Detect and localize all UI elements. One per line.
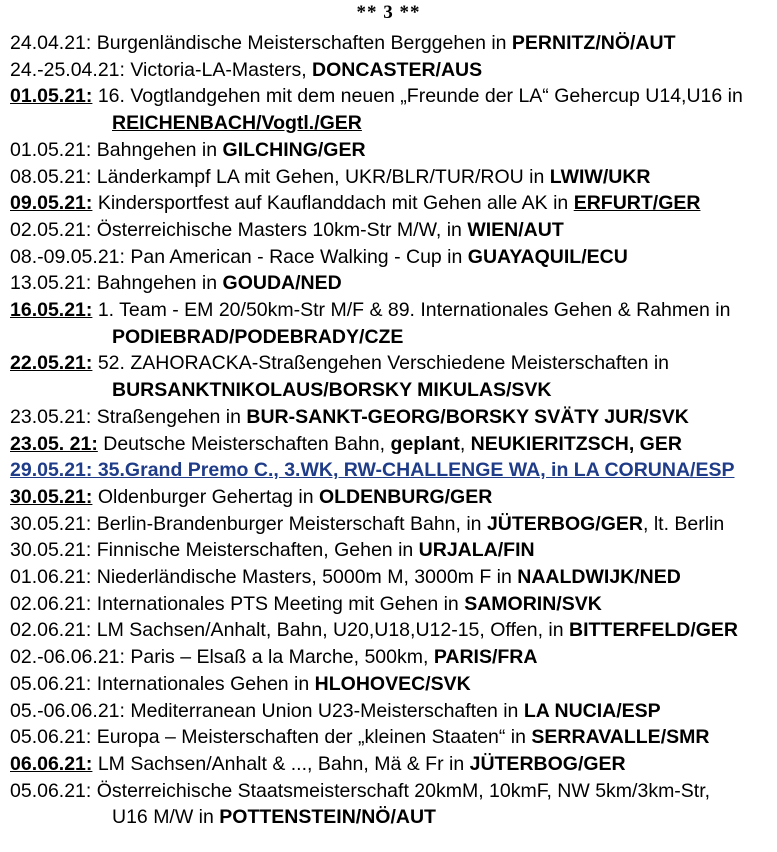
event-date-highlighted: 01.05.21: <box>10 85 93 108</box>
event-description: 35.Grand Premo C., 3.WK, RW-CHALLENGE WA, in LA CORUNA/ESP <box>92 459 735 482</box>
event-location: JÜTERBOG/GER <box>469 752 626 775</box>
event-location: PARIS/FRA <box>433 646 538 669</box>
event-location: PERNITZ/NÖ/AUT <box>511 32 676 54</box>
list-item <box>10 164 770 191</box>
event-location: NEUKIERITZSCH, GER <box>470 432 682 455</box>
list-item <box>10 137 770 164</box>
list-item <box>10 564 770 591</box>
event-description: Mediterranean Union U23-Meisterschaften in <box>124 699 524 722</box>
event-description: Burgenländische Meisterschaften Berggehen in <box>91 32 512 54</box>
list-item <box>10 83 770 136</box>
list-item <box>10 671 770 698</box>
event-location: GOUDA/NED <box>222 272 342 295</box>
event-location: GUAYAQUIL/ECU <box>467 245 628 268</box>
event-location: JÜTERBOG/GER <box>486 512 643 535</box>
event-description: LM Sachsen/Anhalt, Bahn, U20,U18,U12-15, Offen, in <box>91 619 570 642</box>
event-description: Deutsche Meisterschaften Bahn, <box>97 432 391 455</box>
event-description: Paris – Elsaß a la Marche, 500km, <box>124 646 434 669</box>
list-item <box>10 751 770 778</box>
event-description: Berlin-Brandenburger Meisterschaft Bahn, in <box>91 512 487 535</box>
list-item <box>10 617 770 644</box>
event-date: 05.06.21: <box>10 672 92 695</box>
event-description: Oldenburger Gehertag in <box>92 485 319 508</box>
event-location: POTTENSTEIN/NÖ/AUT <box>219 806 436 829</box>
event-description: Finnische Meisterschaften, Gehen in <box>91 539 419 562</box>
event-location: BURSANKTNIKOLAUS/BORSKY MIKULAS/SVK <box>112 379 552 402</box>
event-location: WIEN/AUT <box>467 218 564 241</box>
event-date: 01.05.21: <box>10 138 92 161</box>
list-item <box>10 431 770 458</box>
event-location: LWIW/UKR <box>549 165 651 188</box>
event-description: Pan American - Race Walking - Cup in <box>124 245 468 268</box>
event-location: NAALDWIJK/NED <box>517 566 681 589</box>
event-separator: , <box>459 432 471 455</box>
page-number: ** 3 ** <box>356 2 421 23</box>
event-description: 52. ZAHORACKA-Straßengehen Verschiedene Meisterschaften in <box>92 352 670 375</box>
event-location: ERFURT/GER <box>573 192 701 215</box>
list-item <box>10 778 770 831</box>
event-date-highlighted: 16.05.21: <box>10 299 93 322</box>
list-item <box>10 30 770 57</box>
list-item <box>10 404 770 431</box>
list-item <box>10 511 770 538</box>
event-date: 08.05.21: <box>10 165 92 188</box>
event-description: Internationales Gehen in <box>91 672 315 695</box>
event-date: 23.05.21: <box>10 405 92 428</box>
event-date-highlighted: 30.05.21: <box>10 485 93 508</box>
list-item <box>10 724 770 751</box>
event-date: 05.06.21: <box>10 726 92 749</box>
event-date-highlighted: 23.05. 21: <box>10 432 98 455</box>
event-status: geplant <box>390 432 460 455</box>
event-description: Bahngehen in <box>91 138 223 161</box>
list-item <box>10 537 770 564</box>
list-item-highlighted <box>10 457 770 484</box>
event-description: Länderkampf LA mit Gehen, UKR/BLR/TUR/ROU in <box>91 165 550 188</box>
event-date: 24.-25.04.21: <box>10 58 125 81</box>
event-location: DONCASTER/AUS <box>312 58 483 81</box>
event-date: 02.05.21: <box>10 218 92 241</box>
list-item <box>10 350 770 403</box>
event-date-highlighted: 22.05.21: <box>10 352 93 375</box>
event-date: 05.-06.06.21: <box>10 699 125 722</box>
event-description: Europa – Meisterschaften der „kleinen Staaten“ in <box>91 726 532 749</box>
event-location: GILCHING/GER <box>222 138 366 161</box>
event-location: BUR-SANKT-GEORG/BORSKY SVÄTY JUR/SVK <box>246 405 689 428</box>
list-item <box>10 190 770 217</box>
list-item <box>10 244 770 271</box>
event-location: PODIEBRAD/PODEBRADY/CZE <box>112 325 404 348</box>
event-location: OLDENBURG/GER <box>318 485 493 508</box>
event-date: 01.06.21: <box>10 566 92 589</box>
event-date: 30.05.21: <box>10 539 92 562</box>
event-date: 08.-09.05.21: <box>10 245 125 268</box>
event-location: HLOHOVEC/SVK <box>314 672 471 695</box>
event-description: 16. Vogtlandgehen mit dem neuen „Freunde der LA“ Gehercup U14,U16 in <box>92 85 743 108</box>
event-note: , lt. Berlin <box>642 512 725 535</box>
list-item <box>10 698 770 725</box>
list-item <box>10 591 770 618</box>
event-date: 05.06.21: <box>10 779 92 802</box>
list-item <box>10 297 770 350</box>
list-item <box>10 217 770 244</box>
event-date: 24.04.21: <box>10 32 92 54</box>
event-date: 02.06.21: <box>10 619 92 642</box>
event-description: 1. Team - EM 20/50km-Str M/F & 89. Internationales Gehen & Rahmen in <box>92 299 731 322</box>
event-date: 30.05.21: <box>10 512 92 535</box>
event-date-highlighted: 09.05.21: <box>10 192 93 215</box>
list-item <box>10 57 770 84</box>
event-description: Kindersportfest auf Kauflanddach mit Gehen alle AK in <box>92 192 574 215</box>
list-item <box>10 270 770 297</box>
event-date-highlighted: 29.05.21: <box>10 459 93 482</box>
event-date: 02.-06.06.21: <box>10 646 125 669</box>
event-location: SAMORIN/SVK <box>464 592 602 615</box>
event-location: LA NUCIA/ESP <box>523 699 661 722</box>
event-description-continued: U16 M/W in <box>112 806 220 829</box>
event-location: SERRAVALLE/SMR <box>531 726 710 749</box>
event-calendar-list <box>10 30 770 831</box>
event-description: Österreichische Masters 10km-Str M/W, in <box>91 218 468 241</box>
event-description: Österreichische Staatsmeisterschaft 20kmM, 10kmF, NW 5km/3km-Str, <box>91 779 711 802</box>
event-date: 02.06.21: <box>10 592 92 615</box>
event-description: LM Sachsen/Anhalt & ..., Bahn, Mä & Fr in <box>92 752 470 775</box>
list-item <box>10 484 770 511</box>
event-description: Niederländische Masters, 5000m M, 3000m F in <box>91 566 518 589</box>
event-description: Straßengehen in <box>91 405 247 428</box>
event-description: Victoria-LA-Masters, <box>124 58 313 81</box>
event-location: REICHENBACH/Vogtl./GER <box>112 112 362 135</box>
event-location: URJALA/FIN <box>418 539 535 562</box>
event-date: 13.05.21: <box>10 272 92 295</box>
event-description: Bahngehen in <box>91 272 223 295</box>
event-description: Internationales PTS Meeting mit Gehen in <box>91 592 465 615</box>
event-location: BITTERFELD/GER <box>569 619 739 642</box>
list-item <box>10 644 770 671</box>
event-date-highlighted: 06.06.21: <box>10 752 93 775</box>
